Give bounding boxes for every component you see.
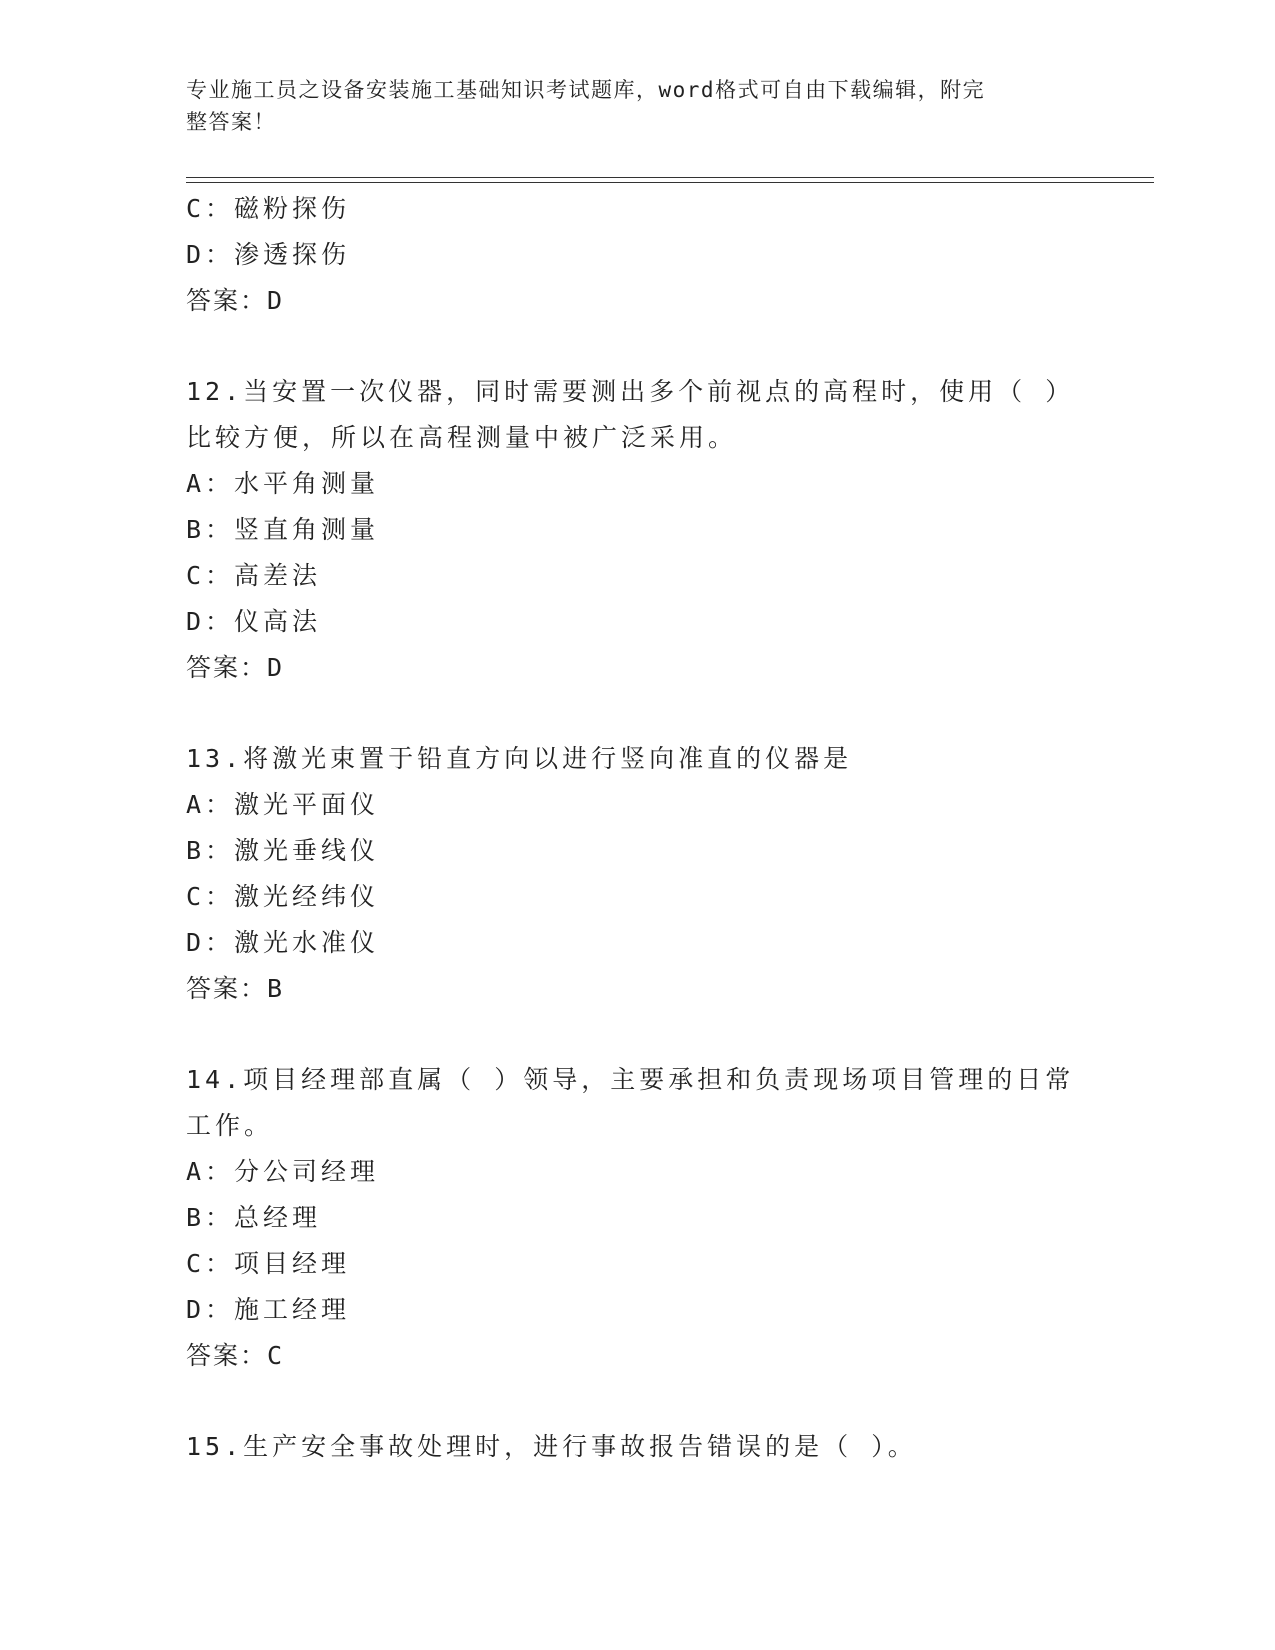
option-d: D：施工经理 — [186, 1295, 351, 1324]
header-divider-top — [186, 177, 1154, 178]
question-12 — [186, 369, 1086, 691]
question-text: 13.将激光束置于铅直方向以进行竖向准直的仪器是 — [186, 744, 853, 773]
option-b: B：竖直角测量 — [186, 515, 380, 544]
header-divider-bottom — [186, 182, 1154, 183]
option-a: A：激光平面仪 — [186, 790, 380, 819]
question-11-tail — [186, 186, 1086, 324]
question-text: 比较方便，所以在高程测量中被广泛采用。 — [186, 423, 738, 452]
question-text: 12.当安置一次仪器，同时需要测出多个前视点的高程时，使用（ ） — [186, 377, 1075, 406]
option-c: C：高差法 — [186, 561, 322, 590]
document-header — [186, 74, 1066, 138]
question-text: 15.生产安全事故处理时，进行事故报告错误的是（ ）。 — [186, 1432, 917, 1461]
question-text: 14.项目经理部直属（ ）领导，主要承担和负责现场项目管理的日常 — [186, 1065, 1075, 1094]
question-list — [186, 186, 1086, 1470]
option-c: C：磁粉探伤 — [186, 194, 351, 223]
option-d: D：渗透探伤 — [186, 240, 351, 269]
option-d: D：激光水准仪 — [186, 928, 380, 957]
question-15 — [186, 1424, 1086, 1470]
option-a: A：分公司经理 — [186, 1157, 380, 1186]
question-14 — [186, 1057, 1086, 1379]
header-line-1: 专业施工员之设备安装施工基础知识考试题库，word格式可自由下载编辑，附完 — [186, 78, 986, 102]
answer: 答案：D — [186, 286, 285, 315]
option-b: B：总经理 — [186, 1203, 322, 1232]
answer: 答案：B — [186, 974, 285, 1003]
answer: 答案：D — [186, 653, 285, 682]
question-13 — [186, 736, 1086, 1012]
option-a: A：水平角测量 — [186, 469, 380, 498]
option-c: C：项目经理 — [186, 1249, 351, 1278]
option-c: C：激光经纬仪 — [186, 882, 380, 911]
option-d: D：仪高法 — [186, 607, 322, 636]
answer: 答案：C — [186, 1341, 285, 1370]
option-b: B：激光垂线仪 — [186, 836, 380, 865]
header-line-2: 整答案！ — [186, 110, 276, 134]
question-text: 工作。 — [186, 1111, 274, 1140]
